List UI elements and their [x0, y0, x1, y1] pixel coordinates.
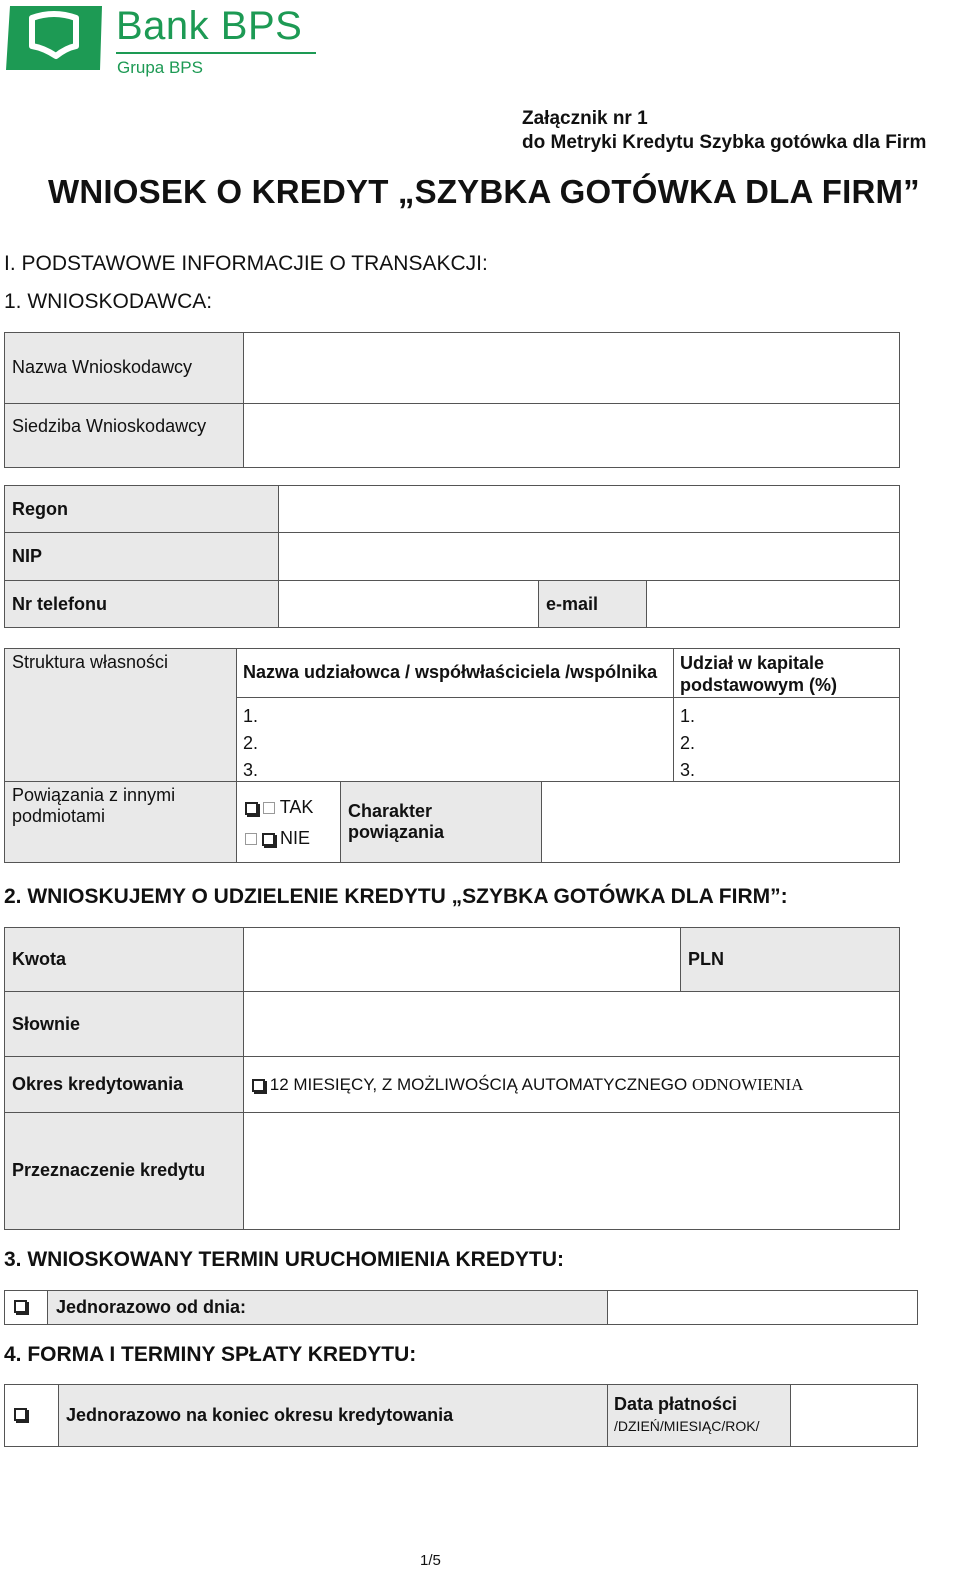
section-2-heading: 2. WNIOSKUJEMY O UDZIELENIE KREDYTU „SZYBKA GOTÓWKA DLA FIRM”: [4, 885, 788, 908]
start-once-label: Jednorazowo od dnia: [56, 1297, 247, 1317]
nip-label: NIP [12, 546, 43, 566]
empty-box-icon [263, 802, 275, 814]
section-4-heading: 4. FORMA I TERMINY SPŁATY KREDYTU: [4, 1343, 417, 1366]
regon-field[interactable] [278, 485, 900, 533]
start-once-checkbox-icon[interactable] [14, 1300, 27, 1313]
due-date-format: /DZIEŃ/MIESIĄC/ROK/ [614, 1418, 760, 1434]
shareholder-row-2[interactable]: 2. [243, 733, 259, 753]
period-option-text-2: ODNOWIENIA [691, 1075, 804, 1094]
relation-type-label: Charakter powiązania [348, 801, 445, 842]
brand-group: Grupa BPS [117, 58, 203, 77]
annex-line-1: Załącznik nr 1 [522, 108, 648, 129]
phone-field[interactable] [278, 580, 539, 628]
words-label: Słownie [12, 1014, 81, 1034]
empty-box-icon [245, 833, 257, 845]
applicant-seat-field[interactable] [243, 403, 900, 468]
phone-label: Nr telefonu [12, 594, 108, 614]
applicant-heading: 1. WNIOSKODAWCA: [4, 290, 213, 313]
annex-note [522, 107, 926, 155]
regon-label: Regon [12, 499, 68, 519]
start-date-field[interactable] [608, 1291, 917, 1324]
ownership-label: Struktura własności [12, 652, 169, 672]
amount-in-words-field[interactable] [243, 991, 900, 1057]
divider [673, 648, 674, 782]
no-label: NIE [280, 828, 311, 848]
capital-header: Udział w kapitale podstawowym (%) [680, 653, 838, 695]
due-date-field[interactable] [791, 1385, 917, 1446]
period-checkbox-icon[interactable] [252, 1079, 265, 1092]
no-checkbox-icon[interactable] [262, 833, 275, 846]
shareholder-row-3[interactable]: 3. [243, 760, 259, 780]
period-option-text: 12 MIESIĘCY, Z MOŻLIWOŚCIĄ AUTOMATYCZNEGO [269, 1075, 688, 1094]
repayment-once-label: Jednorazowo na koniec okresu kredytowania [66, 1405, 454, 1425]
currency-label: PLN [688, 949, 724, 969]
relation-yes-option[interactable] [245, 797, 313, 818]
bank-bps-logo-icon [4, 2, 106, 74]
email-field[interactable] [646, 580, 900, 628]
relation-type-field[interactable] [542, 782, 898, 862]
shareholder-rows[interactable] [243, 703, 258, 784]
relations-label: Powiązania z innymi podmiotami [12, 785, 176, 826]
applicant-name-field[interactable] [243, 332, 900, 404]
amount-field[interactable] [243, 927, 681, 992]
capital-rows[interactable] [680, 703, 695, 784]
yes-checkbox-icon[interactable] [245, 802, 258, 815]
relation-no-option[interactable] [245, 828, 310, 849]
amount-label: Kwota [12, 949, 66, 969]
divider [4, 403, 244, 404]
section-3-heading: 3. WNIOSKOWANY TERMIN URUCHOMIENIA KREDYTU: [4, 1248, 565, 1271]
repayment-once-checkbox-icon[interactable] [14, 1408, 27, 1421]
applicant-seat-label: Siedziba Wnioskodawcy [12, 416, 207, 436]
nip-field[interactable] [278, 532, 900, 581]
purpose-field[interactable] [243, 1112, 900, 1230]
purpose-label: Przeznaczenie kredytu [12, 1160, 206, 1180]
due-date-label: Data płatności [614, 1394, 738, 1414]
section-1-heading: I. PODSTAWOWE INFORMACJIE O TRANSAKCJI: [4, 252, 488, 275]
annex-line-2: do Metryki Kredytu Szybka gotówka dla Firm [522, 132, 927, 153]
shareholder-row-1[interactable]: 1. [243, 706, 259, 726]
form-title: WNIOSEK O KREDYT „SZYBKA GOTÓWKA DLA FIRM” [48, 173, 920, 210]
page-number: 1/5 [420, 1552, 441, 1569]
applicant-name-label: Nazwa Wnioskodawcy [12, 357, 193, 377]
yes-label: TAK [279, 797, 314, 817]
period-option[interactable] [252, 1075, 803, 1095]
divider [4, 781, 237, 782]
shareholder-header: Nazwa udziałowca / współwłaściciela /wspólnika [243, 662, 658, 682]
capital-row-1[interactable]: 1. [680, 706, 696, 726]
divider [236, 697, 900, 698]
brand-name: Bank BPS [116, 4, 303, 48]
brand-divider [116, 52, 316, 54]
capital-row-3[interactable]: 3. [680, 760, 696, 780]
capital-row-2[interactable]: 2. [680, 733, 696, 753]
ownership-labels-bg [4, 648, 237, 863]
email-label: e-mail [546, 594, 599, 614]
applicant-labels-bg [4, 332, 244, 468]
period-label: Okres kredytowania [12, 1074, 184, 1094]
